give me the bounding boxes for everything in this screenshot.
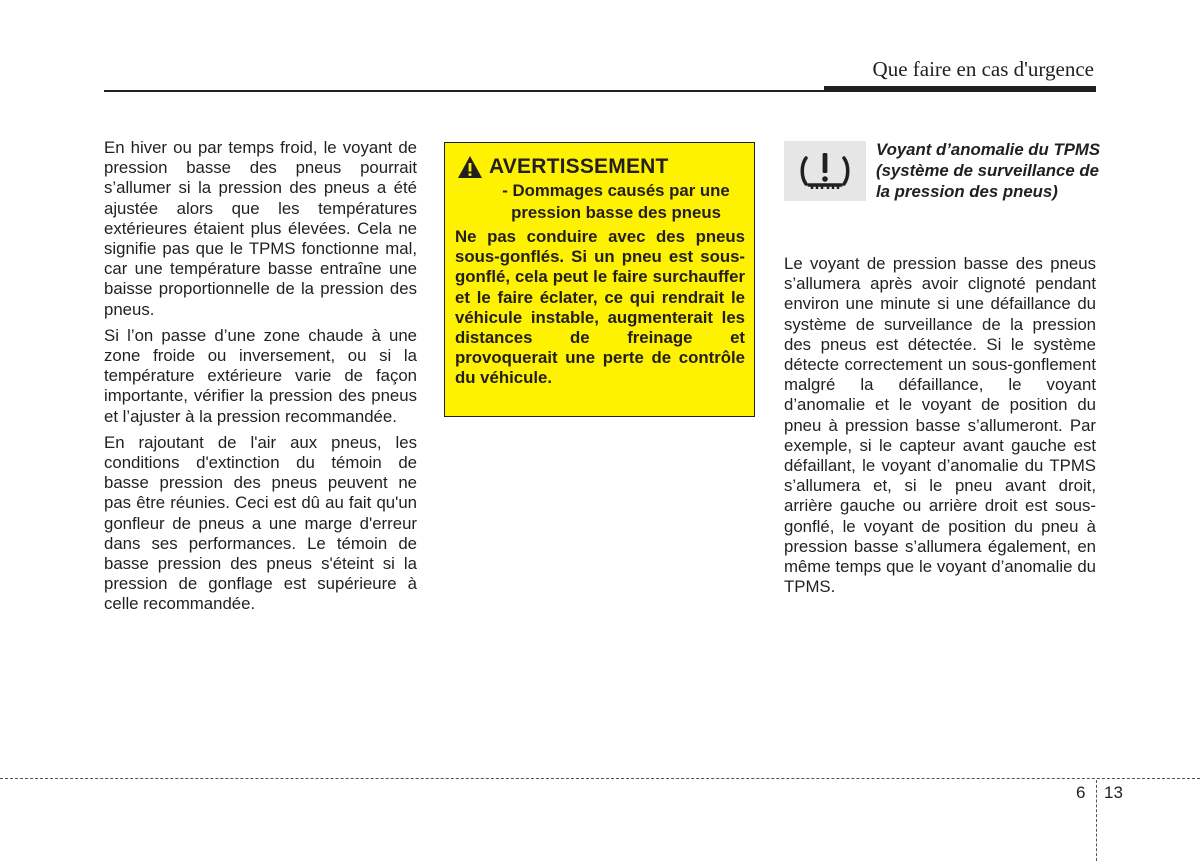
footer-divider bbox=[0, 778, 1200, 779]
right-column bbox=[784, 254, 1096, 603]
left-paragraph-1: En hiver ou par temps froid, le voyant de pression basse des pneus pourrait s’allumer si la pression des pneus a été ajustée alors que les températures extérieures étaient plus élevées. Cela ne signifie pas que le TPMS fonctionne mal, car une température basse entraîne une baisse proportionnelle de la pression des pneus. bbox=[104, 138, 417, 319]
warning-subtitle: - Dommages causés par une pression basse des pneus bbox=[502, 181, 730, 222]
tpms-heading: Voyant d’anomalie du TPMS (système de surveillance de la pression des pneus) bbox=[876, 140, 1101, 201]
right-paragraph: Le voyant de pression basse des pneus s’allumera après avoir clignoté pendant environ une minute si une défaillance du système de surveillance de la pression des pneus est détectée. Si le système détecte correctement un sous-gonflement malgré la défaillance, le voyant d’anomalie et le voyant de position du pneu à pression basse s’allumeront. Par exemple, si le capteur avant gauche est défaillant, le voyant d’anomalie du TPMS s’allumera et, si le pneu avant droit, arrière gauche ou arrière droit est sous-gonflé, le voyant de position du pneu à pression basse s’allumera également, en même temps que le voyant d’anomalie du TPMS. bbox=[784, 254, 1096, 597]
left-paragraph-2: Si l’on passe d’une zone chaude à une zone froide ou inversement, ou si la température extérieure varie de façon importante, vérifier la pression des pneus et l’ajuster à la pression recommandée. bbox=[104, 325, 417, 426]
left-paragraph-3: En rajoutant de l'air aux pneus, les conditions d'extinction du témoin de basse pression des pneus peuvent ne pas être réunies. Ceci est dû au fait qu'un gonfleur de pneus a une marge d'erreur dans ses performances. Le témoin de basse pression des pneus s'éteint si la pression de gonflage est supérieure à celle recommandée. bbox=[104, 432, 417, 614]
section-number: 6 bbox=[1076, 783, 1086, 802]
header-rule-thick bbox=[824, 86, 1096, 92]
warning-triangle-icon bbox=[457, 155, 483, 179]
left-column bbox=[104, 138, 417, 621]
warning-body: Ne pas conduire avec des pneus sous-gonflés. Si un pneu est sous-gonflé, cela peut le faire surchauffer et le faire éclater, ce qui rendrait le véhicule instable, augmenterait les distances de freinage et provoquerait une perte de contrôle du véhicule. bbox=[455, 227, 745, 388]
warning-box bbox=[444, 142, 755, 417]
footer-vertical-divider bbox=[1096, 780, 1097, 861]
warning-title: AVERTISSEMENT bbox=[489, 155, 669, 178]
warning-title-row bbox=[457, 155, 669, 179]
tpms-malfunction-icon bbox=[784, 141, 866, 201]
page-number: 13 bbox=[1104, 783, 1123, 802]
page-header-title: Que faire en cas d'urgence bbox=[872, 57, 1094, 81]
header-rule-thin bbox=[104, 90, 824, 92]
